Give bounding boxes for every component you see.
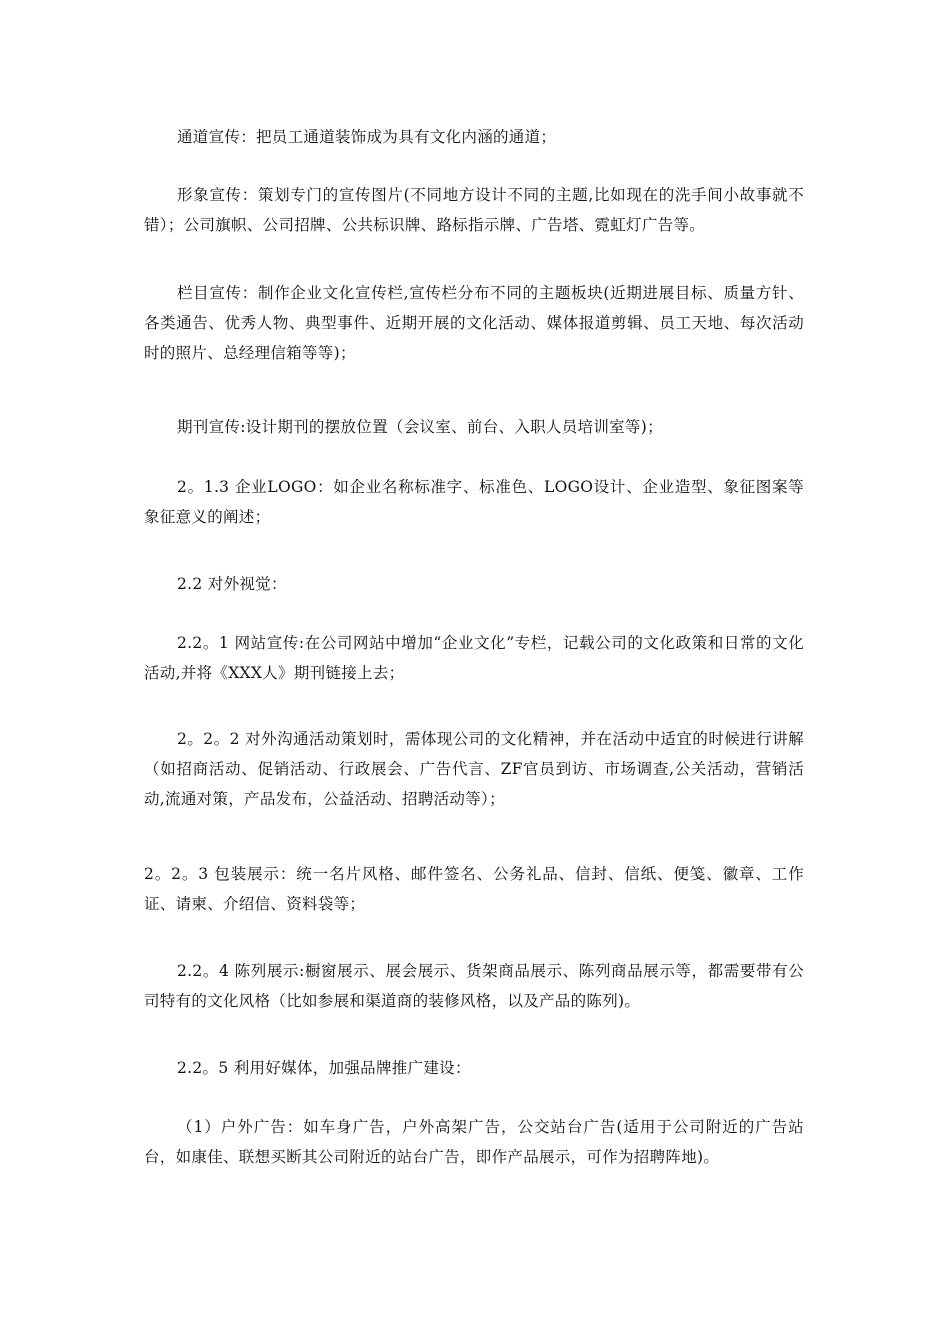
paragraph-periodical-promotion: 期刊宣传:设计期刊的摆放位置（会议室、前台、入职人员培训室等)；	[177, 418, 663, 436]
paragraph-exhibit-display: 2.2。4 陈列展示:橱窗展示、展会展示、货架商品展示、陈列商品展示等，都需要带有公司特有的文化风格（比如参展和渠道商的装修风格，以及产品的陈列)。	[144, 962, 804, 1010]
paragraph-column-promotion: 栏目宣传：制作企业文化宣传栏,宣传栏分布不同的主题板块(近期进展目标、质量方针、各类通告、优秀人物、典型事件、近期开展的文化活动、媒体报道剪辑、员工天地、每次活动时的照片、总经理信箱等等)；	[144, 284, 804, 362]
paragraph-packaging-display: 2。2。3 包装展示：统一名片风格、邮件签名、公务礼品、信封、信纸、便笺、徽章、工作证、请柬、介绍信、资料袋等；	[144, 865, 804, 913]
paragraph-channel-promotion: 通道宣传：把员工通道装饰成为具有文化内涵的通道；	[177, 128, 557, 146]
heading-media-promotion: 2.2。5 利用好媒体，加强品牌推广建设：	[177, 1059, 471, 1077]
paragraph-external-communication: 2。2。2 对外沟通活动策划时，需体现公司的文化精神，并在活动中适宜的时候进行讲解（如招商活动、促销活动、行政展会、广告代言、ZF官员到访、市场调查,公关活动，营销活动,流通对策，产品发布，公益活动、招聘活动等）；	[144, 730, 804, 808]
heading-external-visual: 2.2 对外视觉：	[177, 575, 287, 593]
paragraph-website-promotion: 2.2。1 网站宣传:在公司网站中增加“企业文化”专栏，记载公司的文化政策和日常的文化活动,并将《XXX人》期刊链接上去；	[144, 634, 804, 682]
paragraph-outdoor-ads: （1）户外广告：如车身广告，户外高架广告，公交站台广告(适用于公司附近的广告站台，如康佳、联想买断其公司附近的站台广告，即作产品展示，可作为招聘阵地)。	[144, 1118, 804, 1166]
paragraph-image-promotion: 形象宣传：策划专门的宣传图片(不同地方设计不同的主题,比如现在的洗手间小故事就不错）；公司旗帜、公司招牌、公共标识牌、路标指示牌、广告塔、霓虹灯广告等。	[144, 186, 804, 234]
paragraph-logo: 2。1.3 企业LOGO：如企业名称标准字、标准色、LOGO设计、企业造型、象征图案等象征意义的阐述；	[144, 478, 804, 526]
